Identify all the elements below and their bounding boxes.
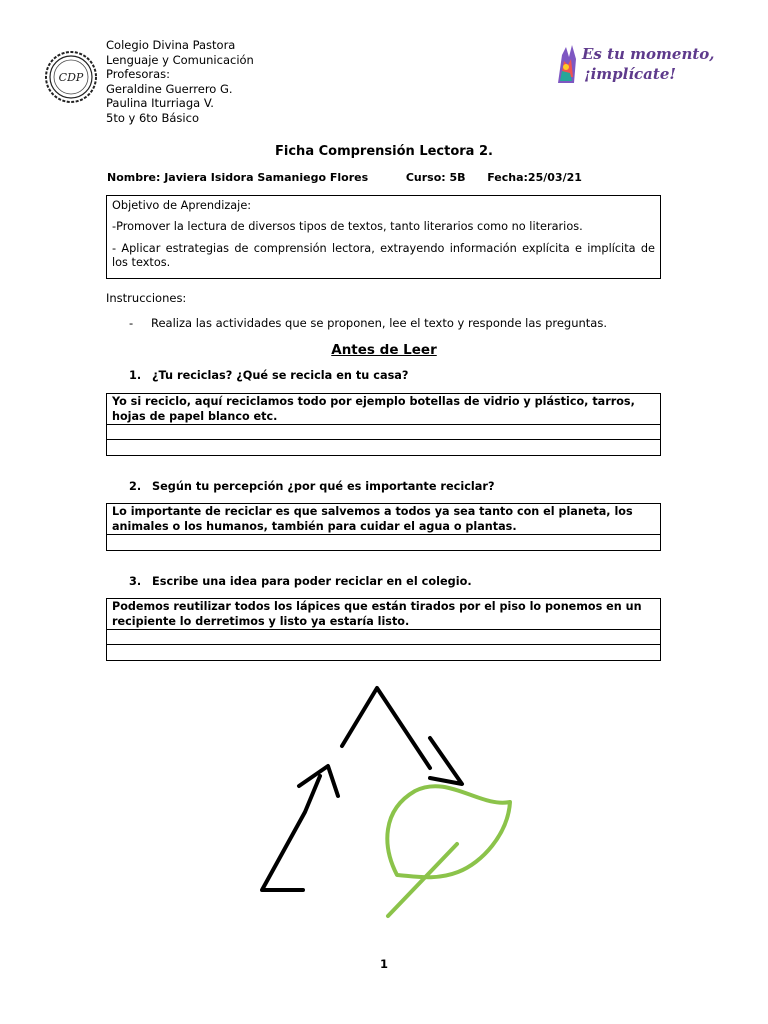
answer-cell[interactable]: Podemos reutilizar todos los lápices que están tirados por el piso lo ponemos en un recipiente lo derretimos y listo ya estaría listo. [107, 599, 661, 630]
svg-text:¡implícate!: ¡implícate! [584, 65, 676, 83]
recycling-illustration [250, 680, 520, 920]
recycle-arrows-icon [262, 688, 462, 890]
student-date: Fecha:25/03/21 [487, 171, 582, 184]
question-number: 3. [129, 575, 142, 588]
question-text: Escribe una idea para poder reciclar en el colegio. [152, 575, 472, 588]
blank-answer-line[interactable] [107, 440, 661, 456]
leaf-icon [387, 786, 510, 916]
answer-table [106, 393, 661, 456]
student-name: Nombre: Javiera Isidora Samaniego Flores [107, 171, 369, 184]
answer-cell[interactable]: Lo importante de reciclar es que salvemos a todos ya sea tanto con el planeta, los animales o los humanos, también para cuidar el agua o plantas. [107, 504, 661, 535]
question-number: 1. [129, 369, 142, 382]
slogan-logo [552, 37, 715, 89]
objective-item: -Promover la lectura de diversos tipos de textos, tanto literarios como no literarios. [112, 220, 583, 234]
student-info-line [107, 171, 582, 184]
school-name: Colegio Divina Pastora [106, 38, 236, 52]
worksheet-title: Ficha Comprensión Lectora 2. [275, 144, 493, 159]
school-header [106, 38, 254, 126]
answer-cell[interactable]: Yo si reciclo, aquí reciclamos todo por ejemplo botellas de vidrio y plástico, tarros, hojas de papel blanco etc. [107, 394, 661, 425]
answer-table [106, 503, 661, 551]
page-number: 1 [379, 957, 388, 971]
blank-answer-line[interactable] [107, 535, 661, 551]
school-seal-logo [44, 50, 98, 104]
learning-objective-box [106, 195, 661, 279]
objective-item: - Aplicar estrategias de comprensión lectora, extrayendo información explícita e implícita de los textos. [112, 241, 655, 270]
student-course: Curso: 5B [405, 171, 466, 184]
blank-answer-line[interactable] [107, 425, 661, 440]
teacher-name: Paulina Iturriaga V. [106, 96, 214, 111]
subject-name: Lenguaje y Comunicación [106, 52, 254, 67]
question-number: 2. [129, 480, 142, 493]
blank-answer-line[interactable] [107, 645, 661, 661]
question-text: Según tu percepción ¿por qué es importante reciclar? [152, 480, 495, 493]
teacher-name: Geraldine Guerrero G. [106, 81, 233, 96]
section-title: Antes de Leer [331, 342, 437, 358]
bullet-dash: - [129, 316, 134, 330]
instructions-heading: Instrucciones: [106, 291, 187, 305]
teachers-label: Profesoras: [106, 67, 171, 82]
instructions-text: Realiza las actividades que se proponen, lee el texto y responde las preguntas. [151, 316, 608, 330]
blank-answer-line[interactable] [107, 630, 661, 645]
question-text: ¿Tu reciclas? ¿Qué se recicla en tu casa? [152, 369, 409, 382]
objective-heading: Objetivo de Aprendizaje: [112, 199, 252, 212]
svg-text:Es tu momento,: Es tu momento, [582, 45, 715, 63]
grade-level: 5to y 6to Básico [106, 110, 199, 125]
answer-table [106, 598, 661, 661]
svg-text:CDP: CDP [58, 71, 84, 84]
